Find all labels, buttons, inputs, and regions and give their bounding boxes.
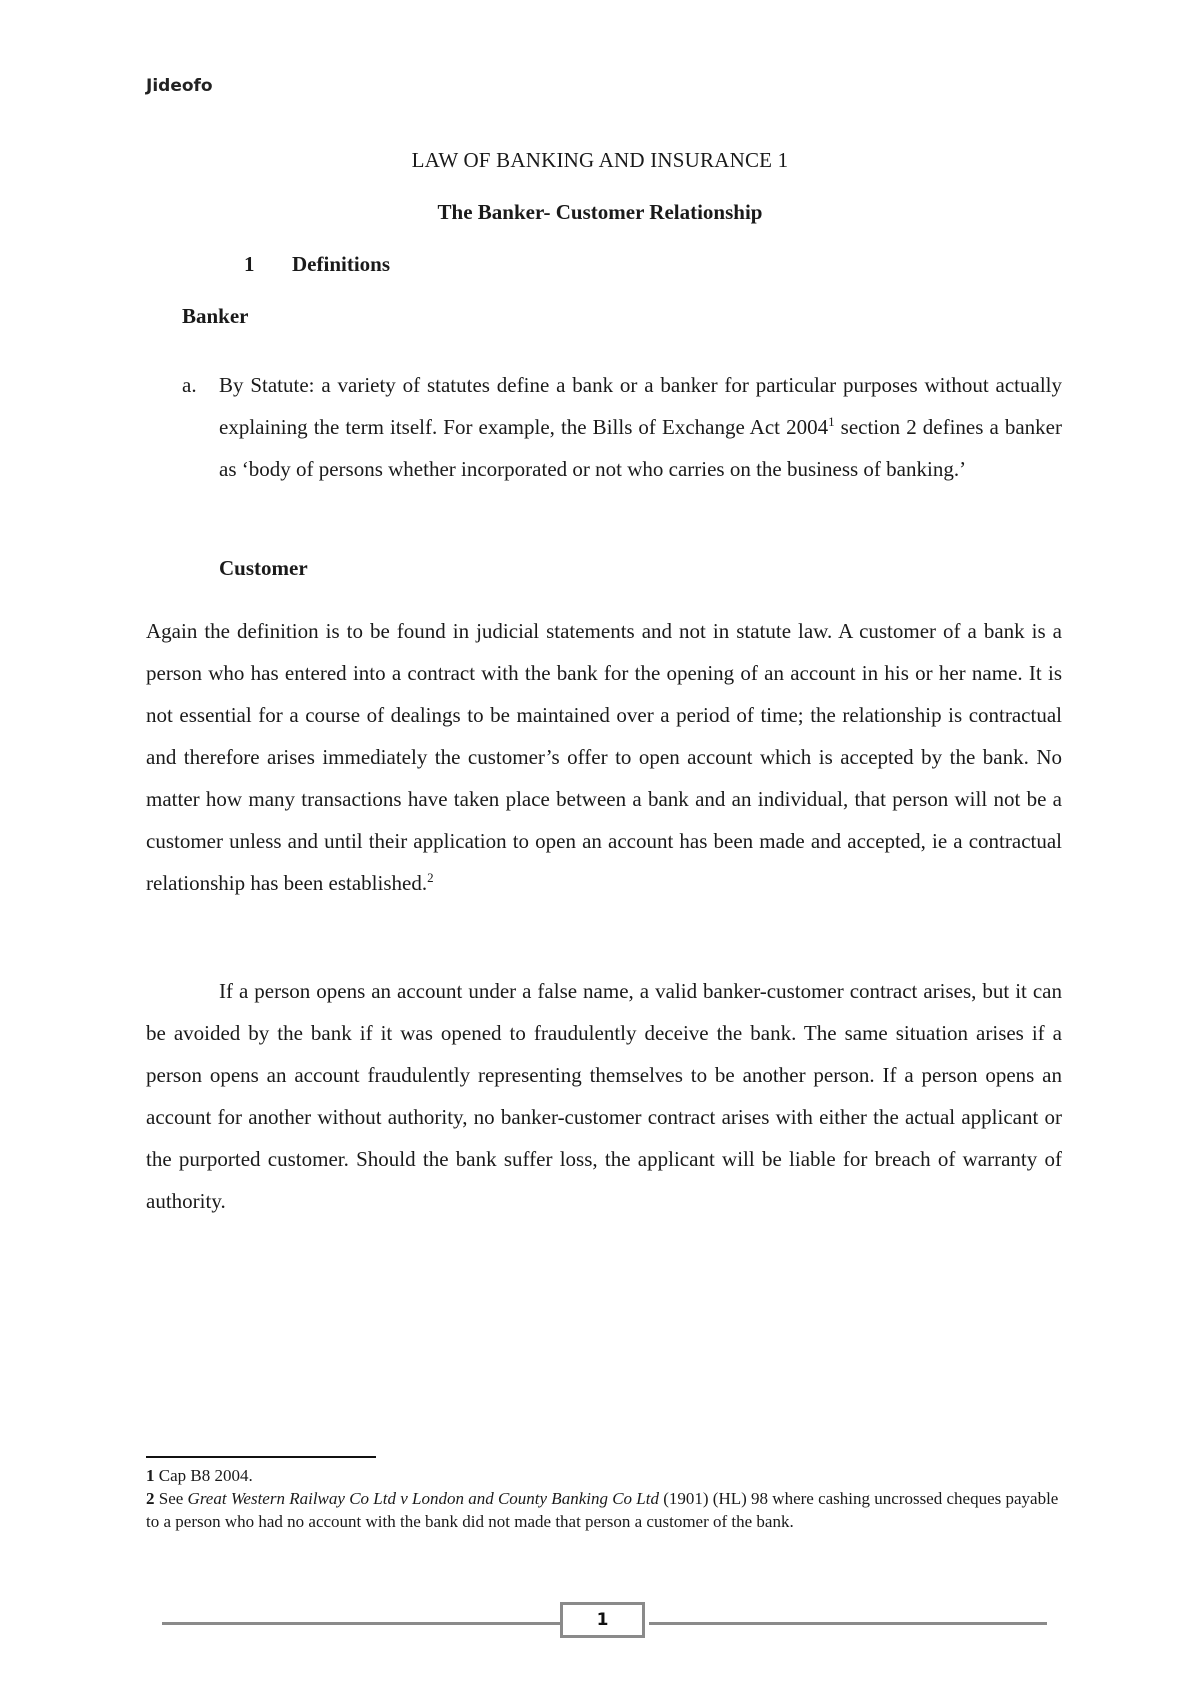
footnote-2 [146, 1487, 1066, 1533]
paragraph-2: If a person opens an account under a false name, a valid banker-customer contract arises, but it can be avoided by the bank if it was opened to fraudulently deceive the bank. The same situation arises if a person opens an account fraudulently representing themselves to be another person. If a person opens an account for another without authority, no banker-customer contract arises with either the actual applicant or the purported customer. Should the bank suffer loss, the applicant will be liable for breach of warranty of authority. [146, 979, 1062, 1213]
page-number: 1 [560, 1602, 645, 1638]
footnote-ref-1[interactable]: 1 [828, 414, 835, 429]
list-text-before: By Statute: a variety of statutes define a bank or a banker for particular purposes without actually explaining the term itself. For example, the Bills of Exchange Act 2004 [219, 373, 1062, 439]
section-label: Definitions [292, 252, 391, 276]
footer-rule-left [162, 1622, 560, 1625]
footnote-1-number: 1 [146, 1466, 155, 1485]
header-author: Jideofo [146, 76, 213, 96]
banker-list-item [182, 364, 1062, 490]
footnote-2-number: 2 [146, 1489, 155, 1508]
footnote-1-text: Cap B8 2004. [154, 1466, 253, 1485]
paragraph-1-text: Again the definition is to be found in judicial statements and not in statute law. A customer of a bank is a person who has entered into a contract with the bank for the opening of an account in his or her name. It is not essential for a course of dealings to be maintained over a period of time; the relationship is contractual and therefore arises immediately the customer’s offer to open account which is accepted by the bank. No matter how many transactions have taken place between a bank and an individual, that person will not be a customer unless and until their application to open an account has been made and accepted, ie a contractual relationship has been established. [146, 619, 1062, 895]
footnote-2-prefix: See [154, 1489, 188, 1508]
customer-heading: Customer [219, 556, 308, 580]
footnote-2-suffix: (1901) (HL) 98 where cashing uncrossed cheques payable to a person who had no account with the bank did not made that person a customer of the bank. [146, 1489, 1059, 1531]
paragraph-1 [146, 610, 1062, 904]
footer-rule-right [649, 1622, 1047, 1625]
banker-heading: Banker [182, 304, 249, 328]
section-number: 1 [244, 252, 255, 276]
list-item-text [219, 364, 1062, 490]
footnotes [146, 1464, 1066, 1533]
list-marker: a. [182, 373, 197, 397]
footnote-ref-2[interactable]: 2 [427, 870, 434, 885]
document-subtitle: The Banker- Customer Relationship [437, 200, 763, 224]
document-title: LAW OF BANKING AND INSURANCE 1 [411, 148, 789, 172]
list-text-after: section 2 defines a banker as ‘body of persons whether incorporated or not who carries on the business of banking.’ [219, 415, 1062, 481]
footnote-2-case-name: Great Western Railway Co Ltd v London and County Banking Co Ltd [187, 1489, 659, 1508]
footnote-separator [146, 1456, 376, 1458]
section-heading [244, 252, 390, 277]
footnote-1 [146, 1464, 1066, 1487]
